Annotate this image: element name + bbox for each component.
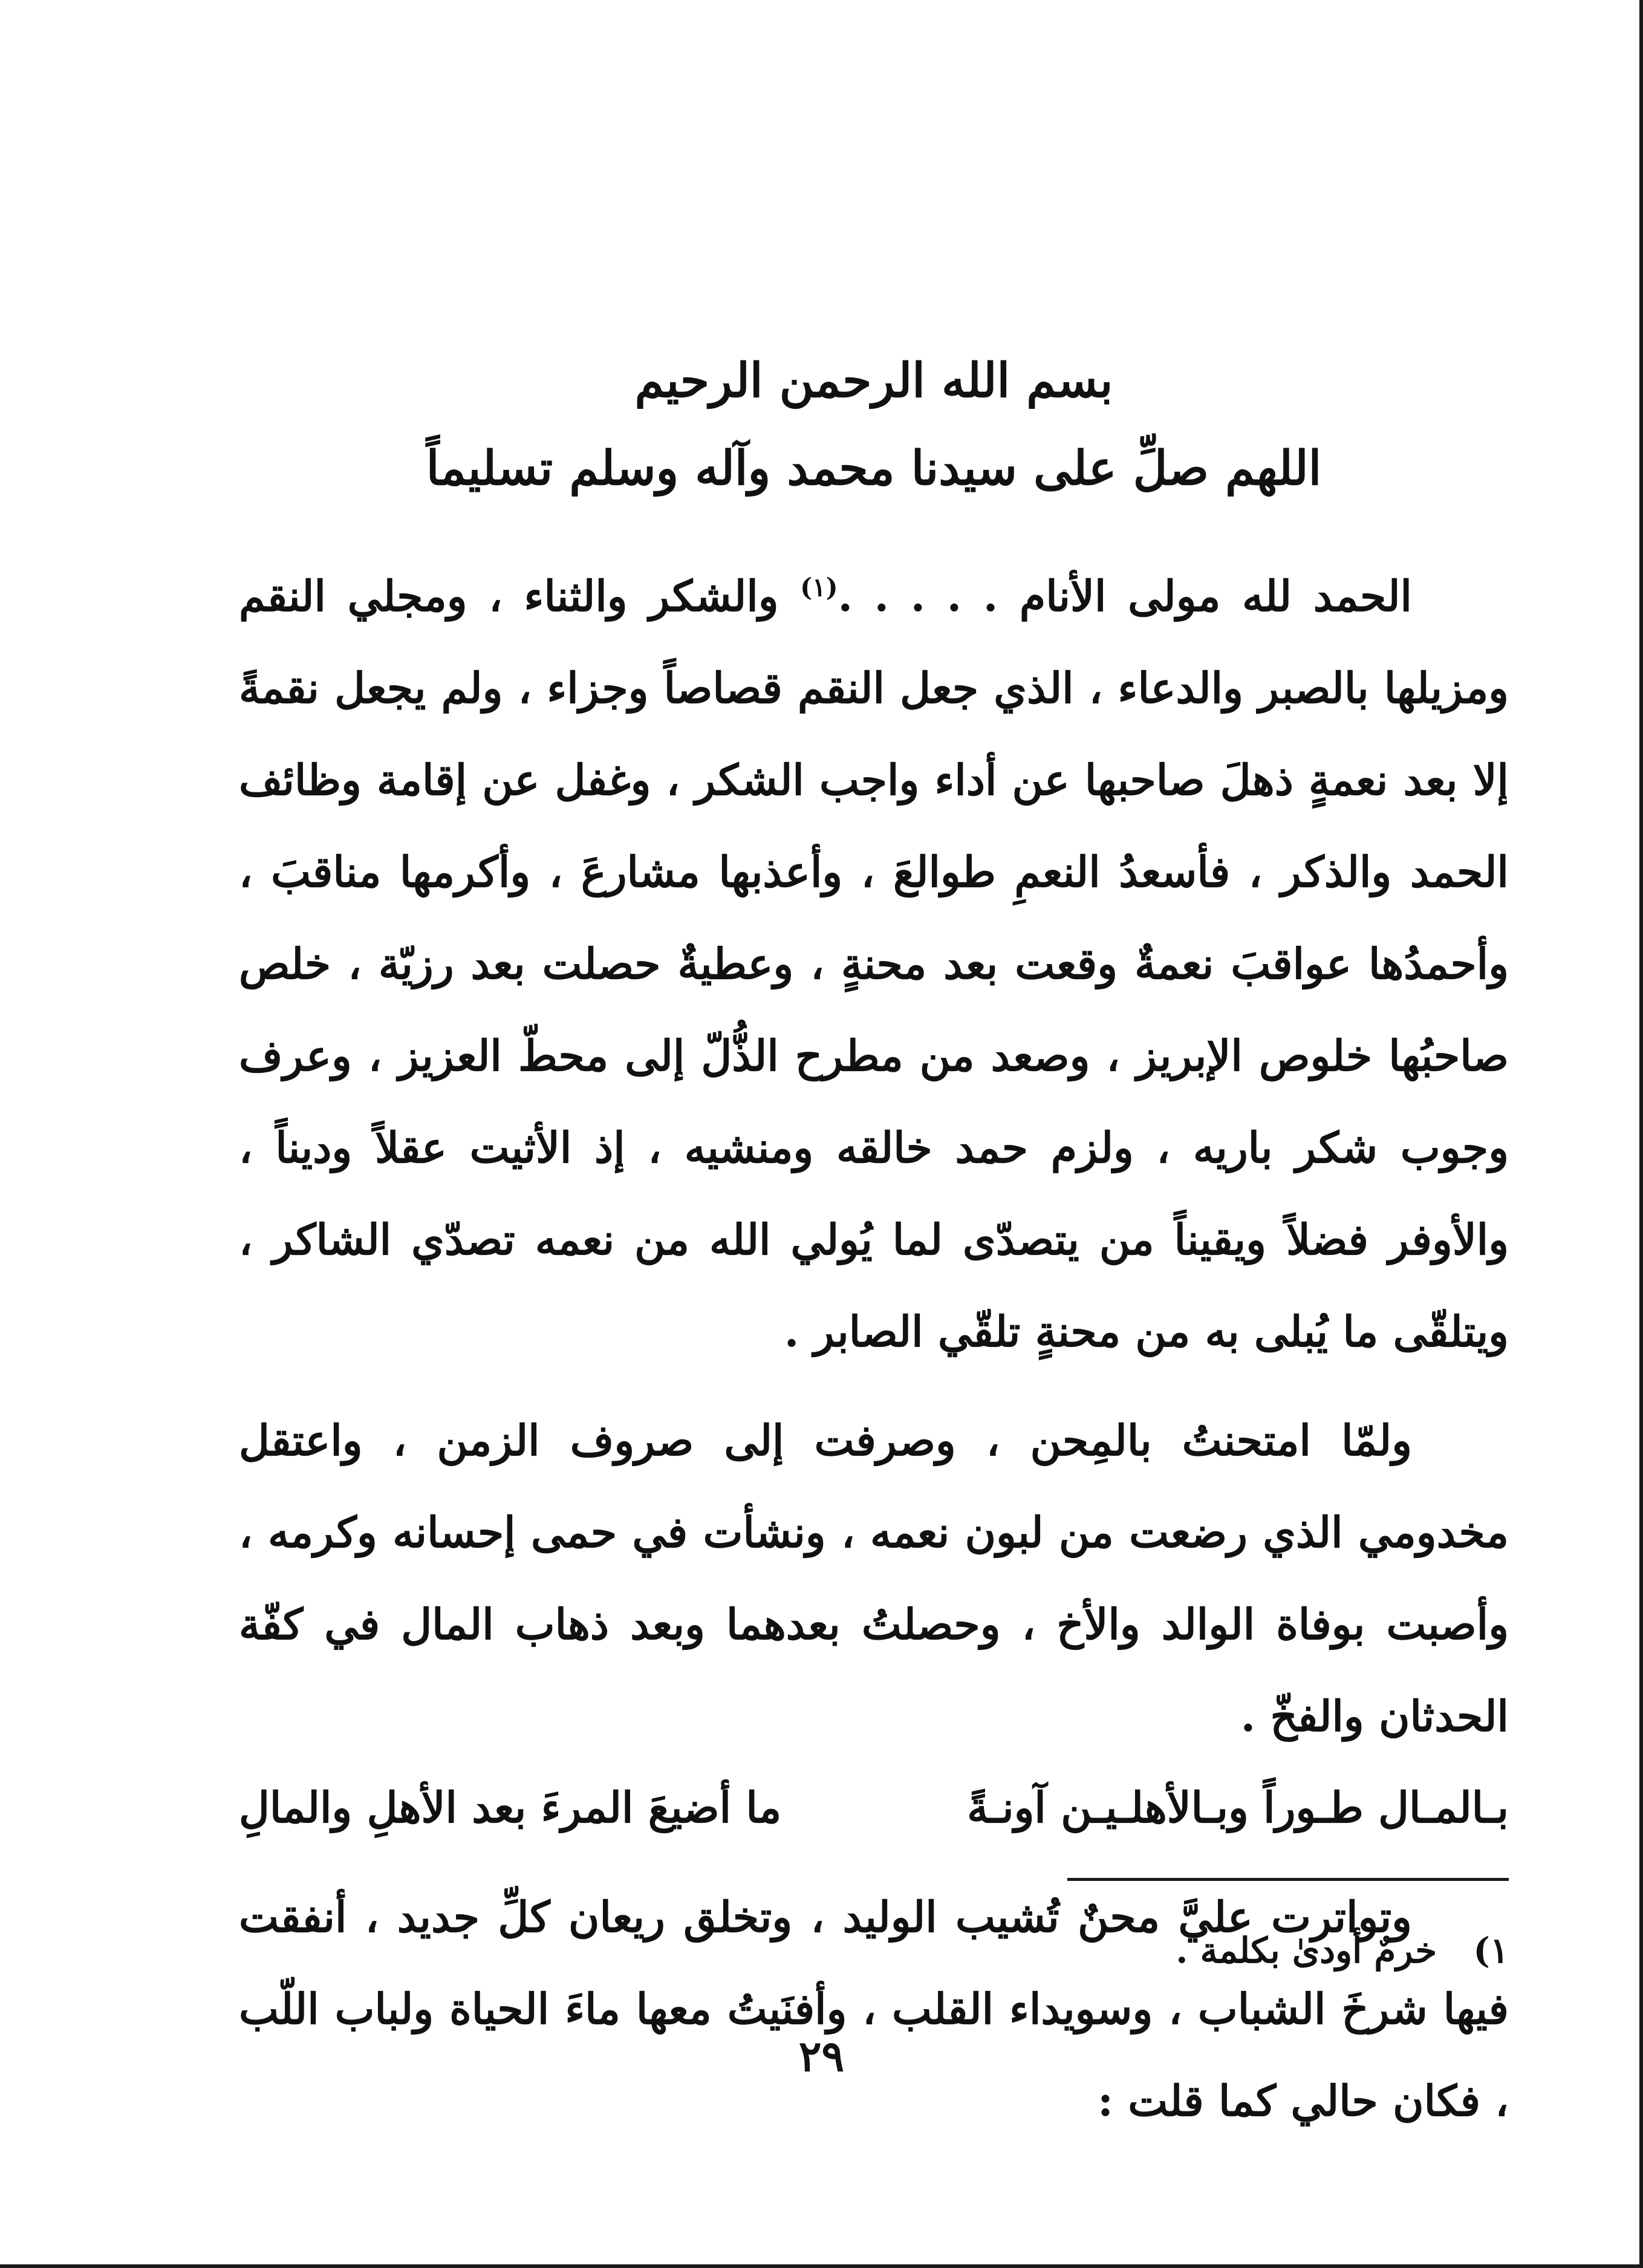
paragraph-3: وتواترت عليَّ محنٌ تُشيب الوليد ، وتخلق ريعان كلِّ جديد ، أنفقت فيها شرخَ الشباب ، وسويداء القلب ، وأفنَيتُ معها ماءَ الحياة ولباب اللّب ، فكان حالي كما قلت : <box>239 1892 1509 2126</box>
poetry-verse <box>239 1762 1509 1853</box>
paragraph-2: ولمّا امتحنتُ بالمِحن ، وصرفت إلى صروف الزمن ، واعتقل مخدومي الذي رضعت من لبون نعمه ، ونشأت في حمى إحسانه وكرمه ، وأصبت بوفاة الوالد والأخ ، وحصلتُ بعدهما وبعد ذهاب المال في كفّة الحدثان والفخّ . <box>239 1415 1509 1741</box>
footnote-text: خرمٌ أودىٰ بكلمة . <box>1176 1930 1437 1971</box>
verse-hemistich-second: ما أضيعَ المرءَ بعد الأهلِ والمالِ <box>239 1782 782 1833</box>
page-number: ٢٩ <box>798 2031 845 2081</box>
footnote-reference: (١) <box>800 572 838 602</box>
footnote-separator <box>1067 1878 1509 1881</box>
footnote <box>239 1920 1509 1981</box>
paragraph-1-text: والشكر والثناء ، ومجلي النقم ومزيلها بالصبر والدعاء ، الذي جعل النقم قصاصاً وجزاء ، ولم يجعل نقمةً إلا بعد نعمةٍ ذهلَ صاحبها عن أداء واجب الشكر ، وغفل عن إقامة وظائف الحمد والذكر ، فأسعدُ النعمِ طوالعَ ، وأعذبها مشارعَ ، وأكرمها مناقبَ ، وأحمدُها عواقبَ نعمةٌ وقعت بعد محنةٍ ، وعطيةٌ حصلت بعد رزيّة ، خلص صاحبُها خلوص الإبريز ، وصعد من مطرح الذُّلّ إلى محطّ العزيز ، وعرف وجوب شكر باريه ، ولزم حمد خالقه ومنشيه ، إذ الأثيت عقلاً وديناً ، والأوفر فضلاً ويقيناً من يتصدّى لما يُولي الله من نعمه تصدّي الشاكر ، ويتلقّى ما يُبلى به من محنةٍ تلقّي الصابر . <box>239 571 1509 1357</box>
paragraph-1-opening: الحمد لله مولى الأنام . . . . . <box>838 571 1412 621</box>
page-body <box>239 339 1509 2147</box>
basmala-heading: بسم الله الرحمن الرحيم <box>634 353 1113 408</box>
paragraph-1 <box>239 550 1509 1378</box>
verse-hemistich-first: بـالمـال طـوراً وبـالأهلـيـن آونـةً <box>967 1782 1509 1833</box>
salawat-heading: اللهم صلِّ على سيدنا محمد وآله وسلم تسليماً <box>426 441 1322 496</box>
footnote-number: ١) <box>1473 1930 1509 1971</box>
